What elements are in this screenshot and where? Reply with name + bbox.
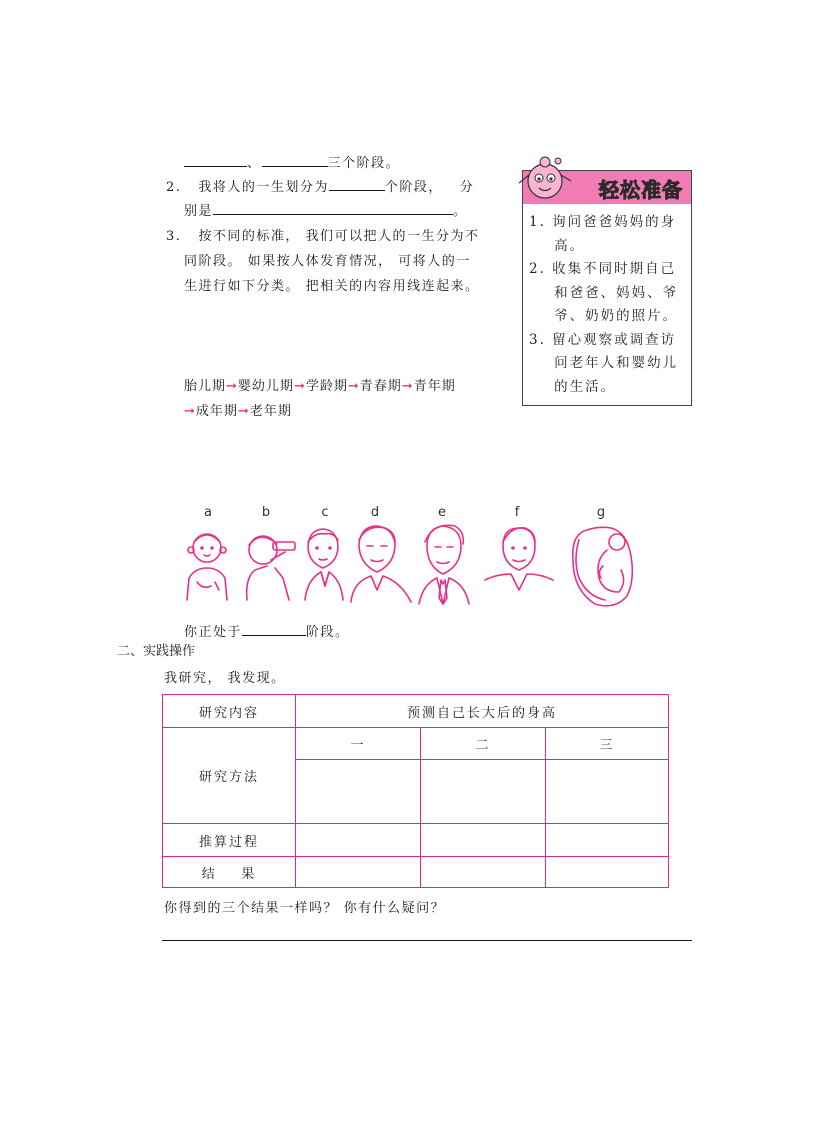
q2-text-a: 我将人的一生划分为	[198, 180, 329, 195]
q2-text-c: 分	[459, 180, 475, 195]
table-label-process: 推算过程	[163, 824, 296, 857]
portrait-middle-aged-icon	[485, 528, 553, 590]
arrow-icon: ➞	[184, 404, 196, 419]
life-stage-portraits	[175, 520, 645, 610]
preparation-list	[529, 211, 689, 399]
answer-blank[interactable]	[184, 152, 247, 167]
figure-letter-e: e	[438, 505, 446, 520]
stage-label: 婴幼儿期	[237, 379, 294, 394]
section-intro: 我研究， 我发现。	[164, 671, 286, 686]
preparation-item: 2. 收集不同时期自己	[529, 261, 677, 277]
method-cell[interactable]	[296, 760, 421, 824]
method-header: 二	[421, 728, 546, 760]
figure-letter-b: b	[261, 505, 271, 520]
q2-line1	[166, 176, 474, 199]
q2-end: 。	[453, 204, 468, 219]
portrait-teen-icon	[305, 529, 343, 600]
arrow-icon: ➞	[226, 379, 238, 394]
answer-blank[interactable]	[329, 176, 385, 191]
current-stage-line	[184, 621, 350, 644]
current-stage-suffix: 阶段。	[306, 625, 350, 640]
portrait-telescope-boy-icon	[247, 536, 295, 600]
table-label-method: 研究方法	[163, 728, 296, 824]
preparation-item: 爷、奶奶的照片。	[529, 308, 679, 324]
figure-letter-f: f	[514, 505, 520, 520]
preparation-box-title: 轻松准备	[599, 178, 683, 202]
portrait-child-icon	[187, 534, 227, 600]
stage-label: 学龄期	[305, 379, 348, 394]
method-header: 一	[296, 728, 421, 760]
process-cell[interactable]	[546, 824, 669, 857]
q2-line2	[184, 200, 468, 223]
figure-letter-d: d	[370, 505, 380, 520]
arrow-icon: ➞	[293, 379, 306, 394]
process-cell[interactable]	[296, 824, 421, 857]
cartoon-mascot-icon	[515, 153, 575, 205]
portrait-adult-icon	[419, 525, 469, 604]
preparation-item: 3. 留心观察或调查访	[529, 331, 677, 348]
q1-line	[184, 152, 400, 175]
process-cell[interactable]	[421, 824, 546, 857]
method-cell[interactable]	[421, 760, 546, 824]
q3-line2: 同阶段。 如果按人体发育情况， 可将人的一	[184, 254, 471, 269]
fetus-icon	[573, 527, 633, 605]
arrow-icon: ➞	[237, 404, 250, 419]
q3-line1	[166, 226, 479, 248]
preparation-item: 的生活。	[529, 378, 617, 395]
answer-blank[interactable]	[242, 621, 306, 636]
stage-label: 成年期	[195, 404, 238, 419]
result-cell[interactable]	[296, 857, 421, 888]
result-cell[interactable]	[546, 857, 669, 888]
preparation-item: 和爸爸、妈妈、爷	[529, 284, 679, 301]
q2-text-d: 别是	[184, 204, 214, 219]
current-stage-prefix: 你正处于	[184, 625, 243, 640]
table-label-content: 研究内容	[163, 695, 296, 728]
figure-letter-c: c	[321, 505, 329, 520]
arrow-icon: ➞	[347, 379, 360, 394]
arrow-icon: ➞	[401, 379, 414, 394]
method-header: 三	[546, 728, 669, 760]
separator: 、	[247, 156, 262, 171]
q3-text: 按不同的标准， 我们可以把人的一生分为不	[198, 229, 480, 244]
q1-tail: 三个阶段。	[327, 156, 401, 171]
reflection-question: 你得到的三个结果一样吗？ 你有什么疑问？	[164, 901, 446, 916]
stage-chain-row2	[184, 401, 292, 423]
preparation-box	[522, 170, 692, 406]
preparation-item: 问老年人和婴幼儿	[529, 355, 679, 371]
answer-line[interactable]	[162, 940, 692, 941]
result-cell[interactable]	[421, 857, 546, 888]
figure-letter-g: g	[596, 505, 606, 520]
preparation-item: 高。	[529, 237, 586, 254]
q3-line3: 生进行如下分类。 把相关的内容用线连起来。	[184, 279, 480, 294]
stage-label: 青年期	[413, 379, 456, 394]
q2-text-b: 个阶段，	[384, 180, 443, 195]
preparation-item: 1. 询问爸爸妈妈的身	[529, 214, 677, 230]
figure-letter-a: a	[204, 505, 212, 520]
research-table	[162, 694, 669, 888]
method-cell[interactable]	[546, 760, 669, 824]
stage-label: 青春期	[359, 379, 402, 394]
section-title: 二、实践操作	[117, 644, 196, 659]
stage-chain-row1	[184, 376, 456, 398]
stage-label: 胎儿期	[184, 379, 227, 394]
table-value-content: 预测自己长大后的身高	[296, 695, 669, 728]
portrait-young-adult-icon	[351, 526, 411, 602]
stage-label: 老年期	[249, 404, 292, 419]
q2-number: 2.	[166, 180, 182, 195]
preparation-box-header	[523, 171, 691, 204]
q3-number: 3.	[166, 229, 182, 244]
answer-blank[interactable]	[262, 152, 328, 167]
answer-blank[interactable]	[213, 200, 453, 215]
table-label-result: 结 果	[163, 857, 296, 888]
